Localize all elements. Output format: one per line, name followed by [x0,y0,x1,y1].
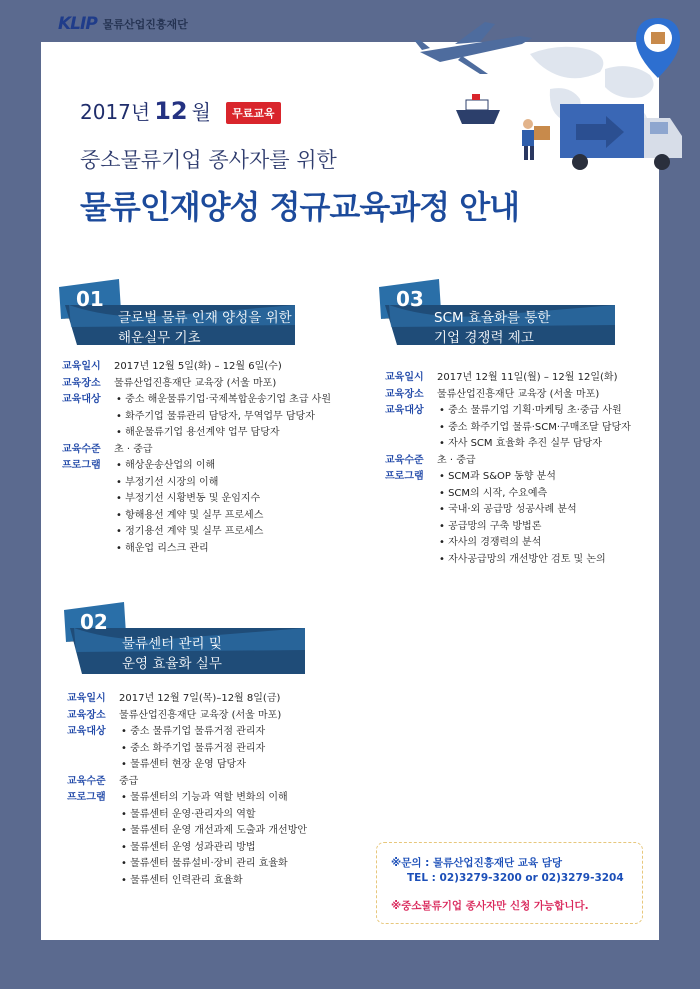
location-pin-icon [636,18,680,78]
program-item: • 항해용선 계약 및 실무 프로세스 [116,509,264,521]
program-item: • 물류센터 운영 개선과제 도출과 개선방안 [121,825,308,836]
program-item: • 자사공급망의 개선방안 검토 및 논의 [439,553,606,565]
date-label: 교육일시 [385,372,424,383]
section-details [62,359,331,557]
program-item: • 국내·외 공급망 성공사례 분석 [439,504,577,515]
level-label: 교육수준 [385,454,424,466]
target-item: • 자사 SCM 효율화 추진 실무 담당자 [439,438,602,449]
program-label: 프로그램 [67,792,106,803]
program-item: • 부정기선 시장의 이해 [116,476,219,488]
section-details [67,691,307,889]
org-name: 물류산업진흥재단 [102,18,188,31]
target-item: • 화주기업 물류관리 담당자, 무역업무 담당자 [116,410,315,422]
target-item: • 중소 물류기업 기획·마케팅 초·중급 사원 [439,405,622,416]
program-label: 프로그램 [62,460,101,471]
target-label: 교육대상 [385,405,424,416]
ship-icon [456,94,500,124]
target-item: • 중소 물류기업 물류거점 관리자 [121,726,266,737]
level-value: 중급 [119,775,139,787]
airplane-icon [414,22,532,74]
year: 2017년 [80,100,151,124]
contact-phone: TEL : 02)3279-3200 or 02)3279-3204 [407,872,624,884]
section-title [434,308,550,348]
worker-icon [522,119,550,160]
section-details [385,370,631,568]
section-title-line: 해운실무 기초 [118,330,201,346]
section-number: 03 [396,287,424,311]
date-value: 2017년 12월 5일(화) – 12월 6일(수) [114,361,282,372]
level-label: 교육수준 [67,775,106,787]
section-title-line: 운영 효율화 실무 [122,656,222,672]
section-title-line: 기업 경쟁력 제고 [434,330,534,346]
contact-inquiry: ※문의 : 물류산업진흥재단 교육 담당 [391,857,563,869]
program-item: • 물류센터 운영 성과관리 방법 [121,841,256,853]
free-badge: 무료교육 [226,102,281,124]
org-logo [58,14,188,34]
place-label: 교육장소 [67,709,106,721]
target-item: • 해운물류기업 용선계약 업무 담당자 [116,427,280,438]
contact-box [376,842,643,924]
date-label: 교육일시 [67,693,106,704]
program-item: • 부정기선 시황변동 및 운임지수 [116,493,261,504]
section-title-line: 물류센터 관리 및 [122,636,222,652]
poster-title: 물류인재양성 정규교육과정 안내 [80,188,520,226]
target-item: • 물류센터 현장 운영 담당자 [121,759,246,770]
section-number: 01 [76,287,104,311]
target-label: 교육대상 [67,726,106,737]
place-value: 물류산업진흥재단 교육장 (서울 마포) [119,709,282,721]
edu-month [80,96,211,125]
level-value: 초 · 중급 [437,454,476,466]
target-item: • 중소 화주기업 물류거점 관리자 [121,742,266,754]
section-title-line: SCM 효율화를 통한 [434,310,551,326]
program-item: • 해운업 리스크 관리 [116,542,209,554]
level-label: 교육수준 [62,443,101,455]
logistics-illustration [400,14,700,184]
program-item: • 물류센터 인력관리 효율화 [121,874,243,886]
program-item: • 정기용선 계약 및 실무 프로세스 [116,526,264,537]
month: 12 [154,97,188,125]
date-value: 2017년 12월 11일(월) – 12월 12일(화) [437,372,618,383]
month-suffix: 월 [191,100,211,124]
program-item: • 물류센터 물류설비·장비 관리 효율화 [121,858,288,869]
target-label: 교육대상 [62,394,101,405]
truck-icon [560,104,682,170]
date-label: 교육일시 [62,361,101,372]
poster-subtitle: 중소물류기업 종사자를 위한 [80,148,337,172]
eligibility-note: ※중소물류기업 종사자만 신청 가능합니다. [391,900,589,912]
section-title-line: 글로벌 물류 인재 양성을 위한 [118,310,292,326]
program-item: • 자사의 경쟁력의 분석 [439,537,542,548]
place-value: 물류산업진흥재단 교육장 (서울 마포) [114,377,277,389]
date-value: 2017년 12월 7일(목)–12월 8일(금) [119,693,281,704]
program-item: • SCM과 S&OP 동향 분석 [439,471,556,482]
level-value: 초 · 중급 [114,443,153,455]
place-value: 물류산업진흥재단 교육장 (서울 마포) [437,388,600,400]
program-item: • SCM의 시작, 수요예측 [439,487,548,499]
program-label: 프로그램 [385,471,424,482]
program-item: • 물류센터 운영·관리자의 역할 [121,808,256,820]
program-item: • 물류센터의 기능과 역할 변화의 이해 [121,792,288,803]
program-item: • 해상운송산업의 이해 [116,460,216,471]
target-item: • 중소 해운물류기업·국제복합운송기업 초급 사원 [116,394,331,405]
program-item: • 공급망의 구축 방법론 [439,520,542,532]
section-title [118,308,292,348]
section-number: 02 [80,610,108,634]
target-item: • 중소 화주기업 물류·SCM·구매조달 담당자 [439,421,631,433]
place-label: 교육장소 [385,388,424,400]
section-title [122,634,222,674]
place-label: 교육장소 [62,377,101,389]
logo-mark: KLIP [58,14,97,34]
